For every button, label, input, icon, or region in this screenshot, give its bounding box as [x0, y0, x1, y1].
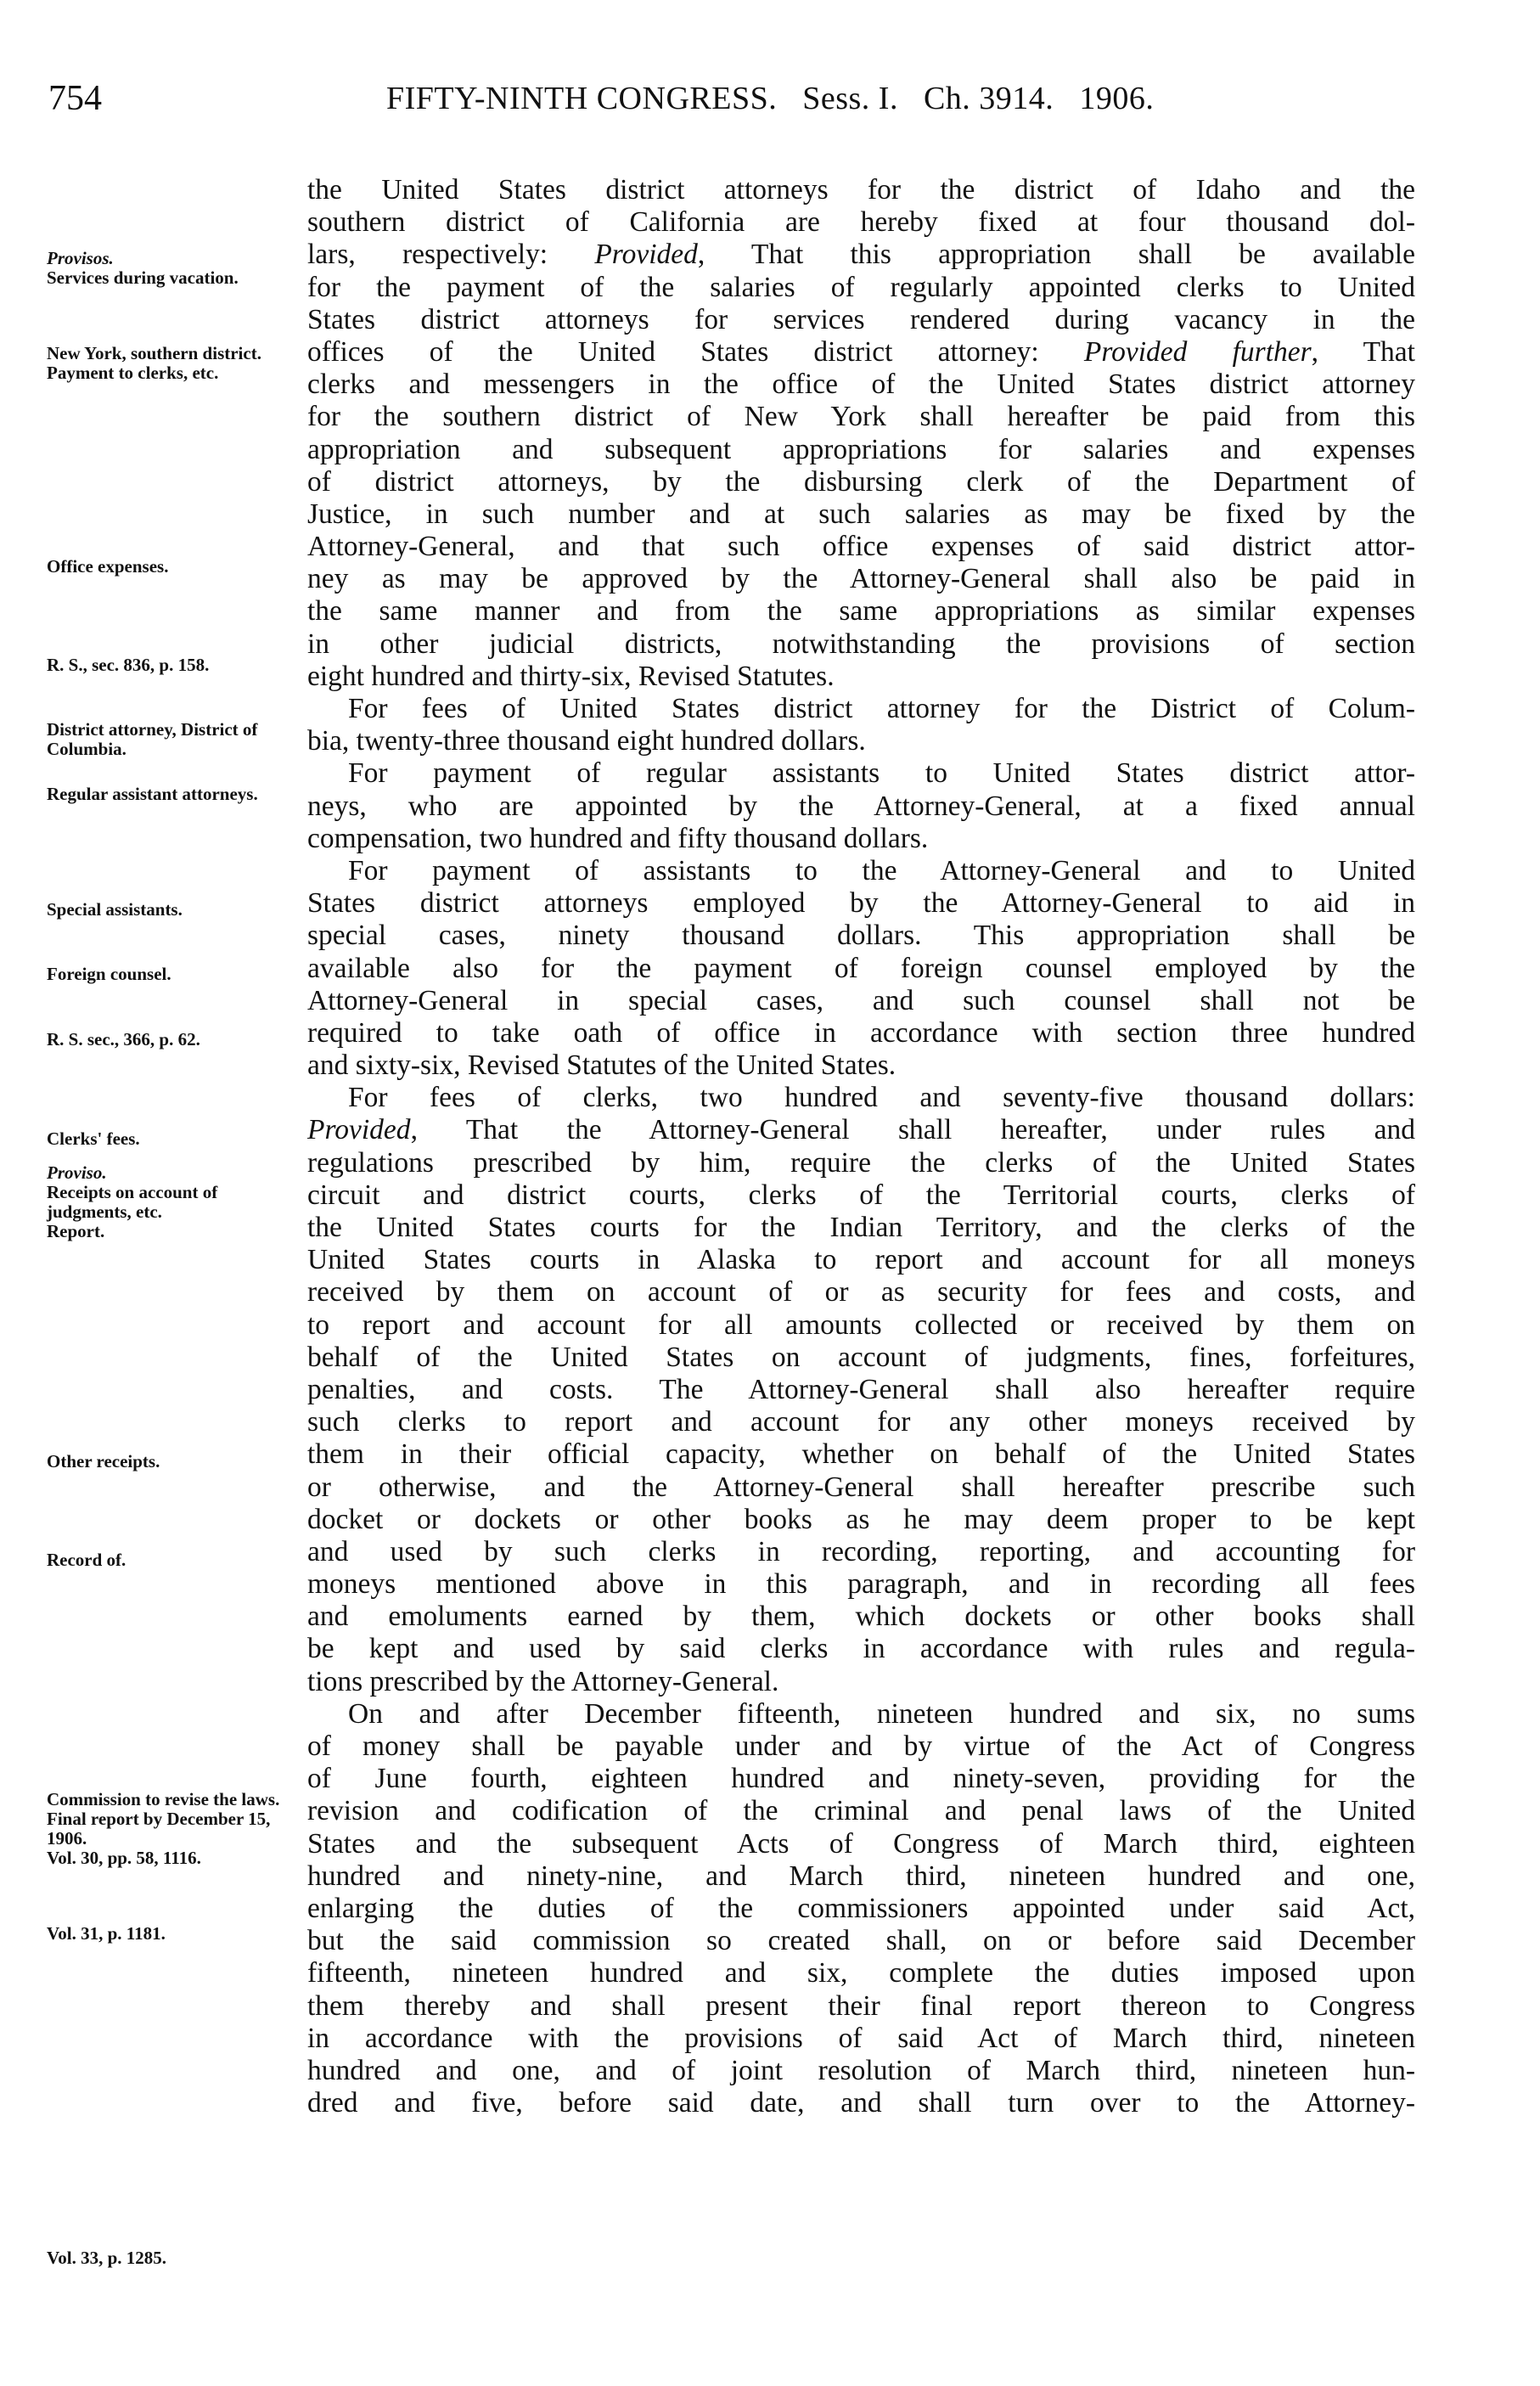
text-line: fifteenth, nineteen hundred and six, complete the duties imposed upon: [307, 1957, 1415, 1989]
text-line: of district attorneys, by the disbursing clerk of the Department of: [307, 465, 1415, 498]
text-line: them in their official capacity, whether on behalf of the United States: [307, 1438, 1415, 1471]
text-line: enlarging the duties of the commissioners appointed under said Act,: [307, 1892, 1415, 1924]
running-head-year: 1906.: [1079, 81, 1155, 116]
margin-note-regular-assistants: Regular assistant attorneys.: [47, 784, 258, 804]
text-line: neys, who are appointed by the Attorney-General, at a fixed annual: [307, 790, 1415, 822]
margin-note-proviso: Proviso. Receipts on account of judgments, etc. Report.: [47, 1162, 218, 1241]
text-line: lars, respectively: Provided, That this appropriation shall be available: [307, 239, 1415, 271]
text-line: offices of the United States district attorney: Provided further, That: [307, 335, 1415, 368]
margin-note-commission: Commission to revise the laws. Final report by December 15, 1906. Vol. 30, pp. 58, 1116.: [47, 1789, 280, 1868]
text-line: States and the subsequent Acts of Congress of March third, eighteen: [307, 1827, 1415, 1860]
text-line: southern district of California are hereby fixed at four thousand dol-: [307, 206, 1415, 239]
text-line: behalf of the United States on account of judgments, fines, forfeitures,: [307, 1341, 1415, 1373]
margin-note-provisos: Provisos. Services during vacation.: [47, 248, 239, 288]
text-line: hundred and ninety-nine, and March third, nineteen hundred and one,: [307, 1860, 1415, 1892]
text-line: of money shall be payable under and by virtue of the Act of Congress: [307, 1730, 1415, 1762]
margin-note-vol-33: Vol. 33, p. 1285.: [47, 2248, 167, 2268]
text-line: the same manner and from the same appropriations as similar expenses: [307, 595, 1415, 627]
text-line: penalties, and costs. The Attorney-General shall also hereafter require: [307, 1373, 1415, 1405]
text-line: tions prescribed by the Attorney-General.: [307, 1665, 779, 1697]
text-line: circuit and district courts, clerks of the Territorial courts, clerks of: [307, 1179, 1415, 1211]
text-line: For payment of regular assistants to United States district attor-: [348, 757, 1415, 790]
text-line: required to take oath of office in accordance with section three hundred: [307, 1016, 1415, 1049]
text-line: clerks and messengers in the office of the United States district attorney: [307, 369, 1415, 401]
margin-note-foreign-counsel: Foreign counsel.: [47, 964, 171, 984]
text-line: in other judicial districts, notwithstanding the provisions of section: [307, 627, 1415, 660]
margin-note-rs-366: R. S. sec., 366, p. 62.: [47, 1029, 200, 1050]
text-line: be kept and used by said clerks in accordance with rules and regula-: [307, 1633, 1415, 1665]
text-line: to report and account for all amounts collected or received by them on: [307, 1308, 1415, 1341]
text-line: special cases, ninety thousand dollars. This appropriation shall be: [307, 920, 1415, 952]
text-line: revision and codification of the criminal and penal laws of the United: [307, 1795, 1415, 1827]
text-line: for the payment of the salaries of regularly appointed clerks to United: [307, 271, 1415, 303]
text-line: and used by such clerks in recording, reporting, and accounting for: [307, 1535, 1415, 1567]
text-line: in accordance with the provisions of said Act of March third, nineteen: [307, 2022, 1415, 2054]
body-text: [307, 174, 1415, 2119]
text-line: but the said commission so created shall, on or before said December: [307, 1925, 1415, 1957]
text-line: for the southern district of New York shall hereafter be paid from this: [307, 401, 1415, 433]
text-line: and emoluments earned by them, which dockets or other books shall: [307, 1601, 1415, 1633]
margin-note-record-of: Record of.: [47, 1550, 126, 1570]
running-head-session: Sess. I.: [802, 81, 898, 116]
text-line: eight hundred and thirty-six, Revised Statutes.: [307, 660, 835, 692]
text-line: Provided, That the Attorney-General shall hereafter, under rules and: [307, 1114, 1415, 1146]
text-line: States district attorneys employed by the Attorney-General to aid in: [307, 887, 1415, 920]
text-line: appropriation and subsequent appropriations for salaries and expenses: [307, 433, 1415, 465]
text-line: For payment of assistants to the Attorney-General and to United: [348, 854, 1415, 886]
text-line: Justice, in such number and at such salaries as may be fixed by the: [307, 498, 1415, 530]
text-line: or otherwise, and the Attorney-General shall hereafter prescribe such: [307, 1471, 1415, 1503]
text-line: available also for the payment of foreign counsel employed by the: [307, 952, 1415, 984]
text-line: the United States district attorneys for the district of Idaho and the: [307, 174, 1415, 205]
text-line: bia, twenty-three thousand eight hundred dollars.: [307, 725, 866, 757]
page-header: [0, 78, 1540, 129]
text-line: Attorney-General in special cases, and such counsel shall not be: [307, 984, 1415, 1016]
margin-note-rs-836: R. S., sec. 836, p. 158.: [47, 655, 210, 675]
text-line: hundred and one, and of joint resolution of March third, nineteen hun-: [307, 2054, 1415, 2086]
margin-note-district-attorney-dc: District attorney, District of Columbia.: [47, 719, 258, 759]
text-line: them thereby and shall present their final report thereon to Congress: [307, 1989, 1415, 2022]
text-line: such clerks to report and account for any other moneys received by: [307, 1406, 1415, 1438]
text-line: of June fourth, eighteen hundred and ninety-seven, providing for the: [307, 1763, 1415, 1795]
text-line: Attorney-General, and that such office expenses of said district attor-: [307, 531, 1415, 563]
page-number: 754: [48, 79, 102, 118]
running-head-congress: FIFTY-NINTH CONGRESS.: [386, 81, 778, 116]
text-line: For fees of clerks, two hundred and seventy-five thousand dollars:: [348, 1082, 1415, 1114]
text-line: docket or dockets or other books as he may deem proper to be kept: [307, 1503, 1415, 1535]
running-head-chapter: Ch. 3914.: [923, 81, 1054, 116]
text-line: dred and five, before said date, and shall turn over to the Attorney-: [307, 2087, 1415, 2119]
running-head: [386, 80, 1154, 117]
text-line: compensation, two hundred and fifty thousand dollars.: [307, 822, 929, 854]
text-line: For fees of United States district attorney for the District of Colum-: [348, 693, 1415, 724]
text-line: ney as may be approved by the Attorney-General shall also be paid in: [307, 563, 1415, 595]
text-line: On and after December fifteenth, nineteen hundred and six, no sums: [348, 1697, 1415, 1730]
margin-note-special-assistants: Special assistants.: [47, 899, 183, 920]
text-line: and sixty-six, Revised Statutes of the United States.: [307, 1050, 896, 1082]
margin-note-vol-31: Vol. 31, p. 1181.: [47, 1923, 166, 1944]
text-line: moneys mentioned above in this paragraph, and in recording all fees: [307, 1568, 1415, 1601]
margin-note-other-receipts: Other receipts.: [47, 1451, 160, 1472]
text-line: United States courts in Alaska to report and account for all moneys: [307, 1244, 1415, 1276]
text-line: the United States courts for the Indian Territory, and the clerks of the: [307, 1212, 1415, 1243]
text-line: States district attorneys for services rendered during vacancy in the: [307, 303, 1415, 335]
text-line: received by them on account of or as security for fees and costs, and: [307, 1276, 1415, 1308]
margin-note-office-expenses: Office expenses.: [47, 556, 169, 577]
text-line: regulations prescribed by him, require the clerks of the United States: [307, 1146, 1415, 1179]
margin-note-new-york: New York, southern district. Payment to clerks, etc.: [47, 343, 261, 383]
margin-note-clerks-fees: Clerks' fees.: [47, 1128, 140, 1149]
